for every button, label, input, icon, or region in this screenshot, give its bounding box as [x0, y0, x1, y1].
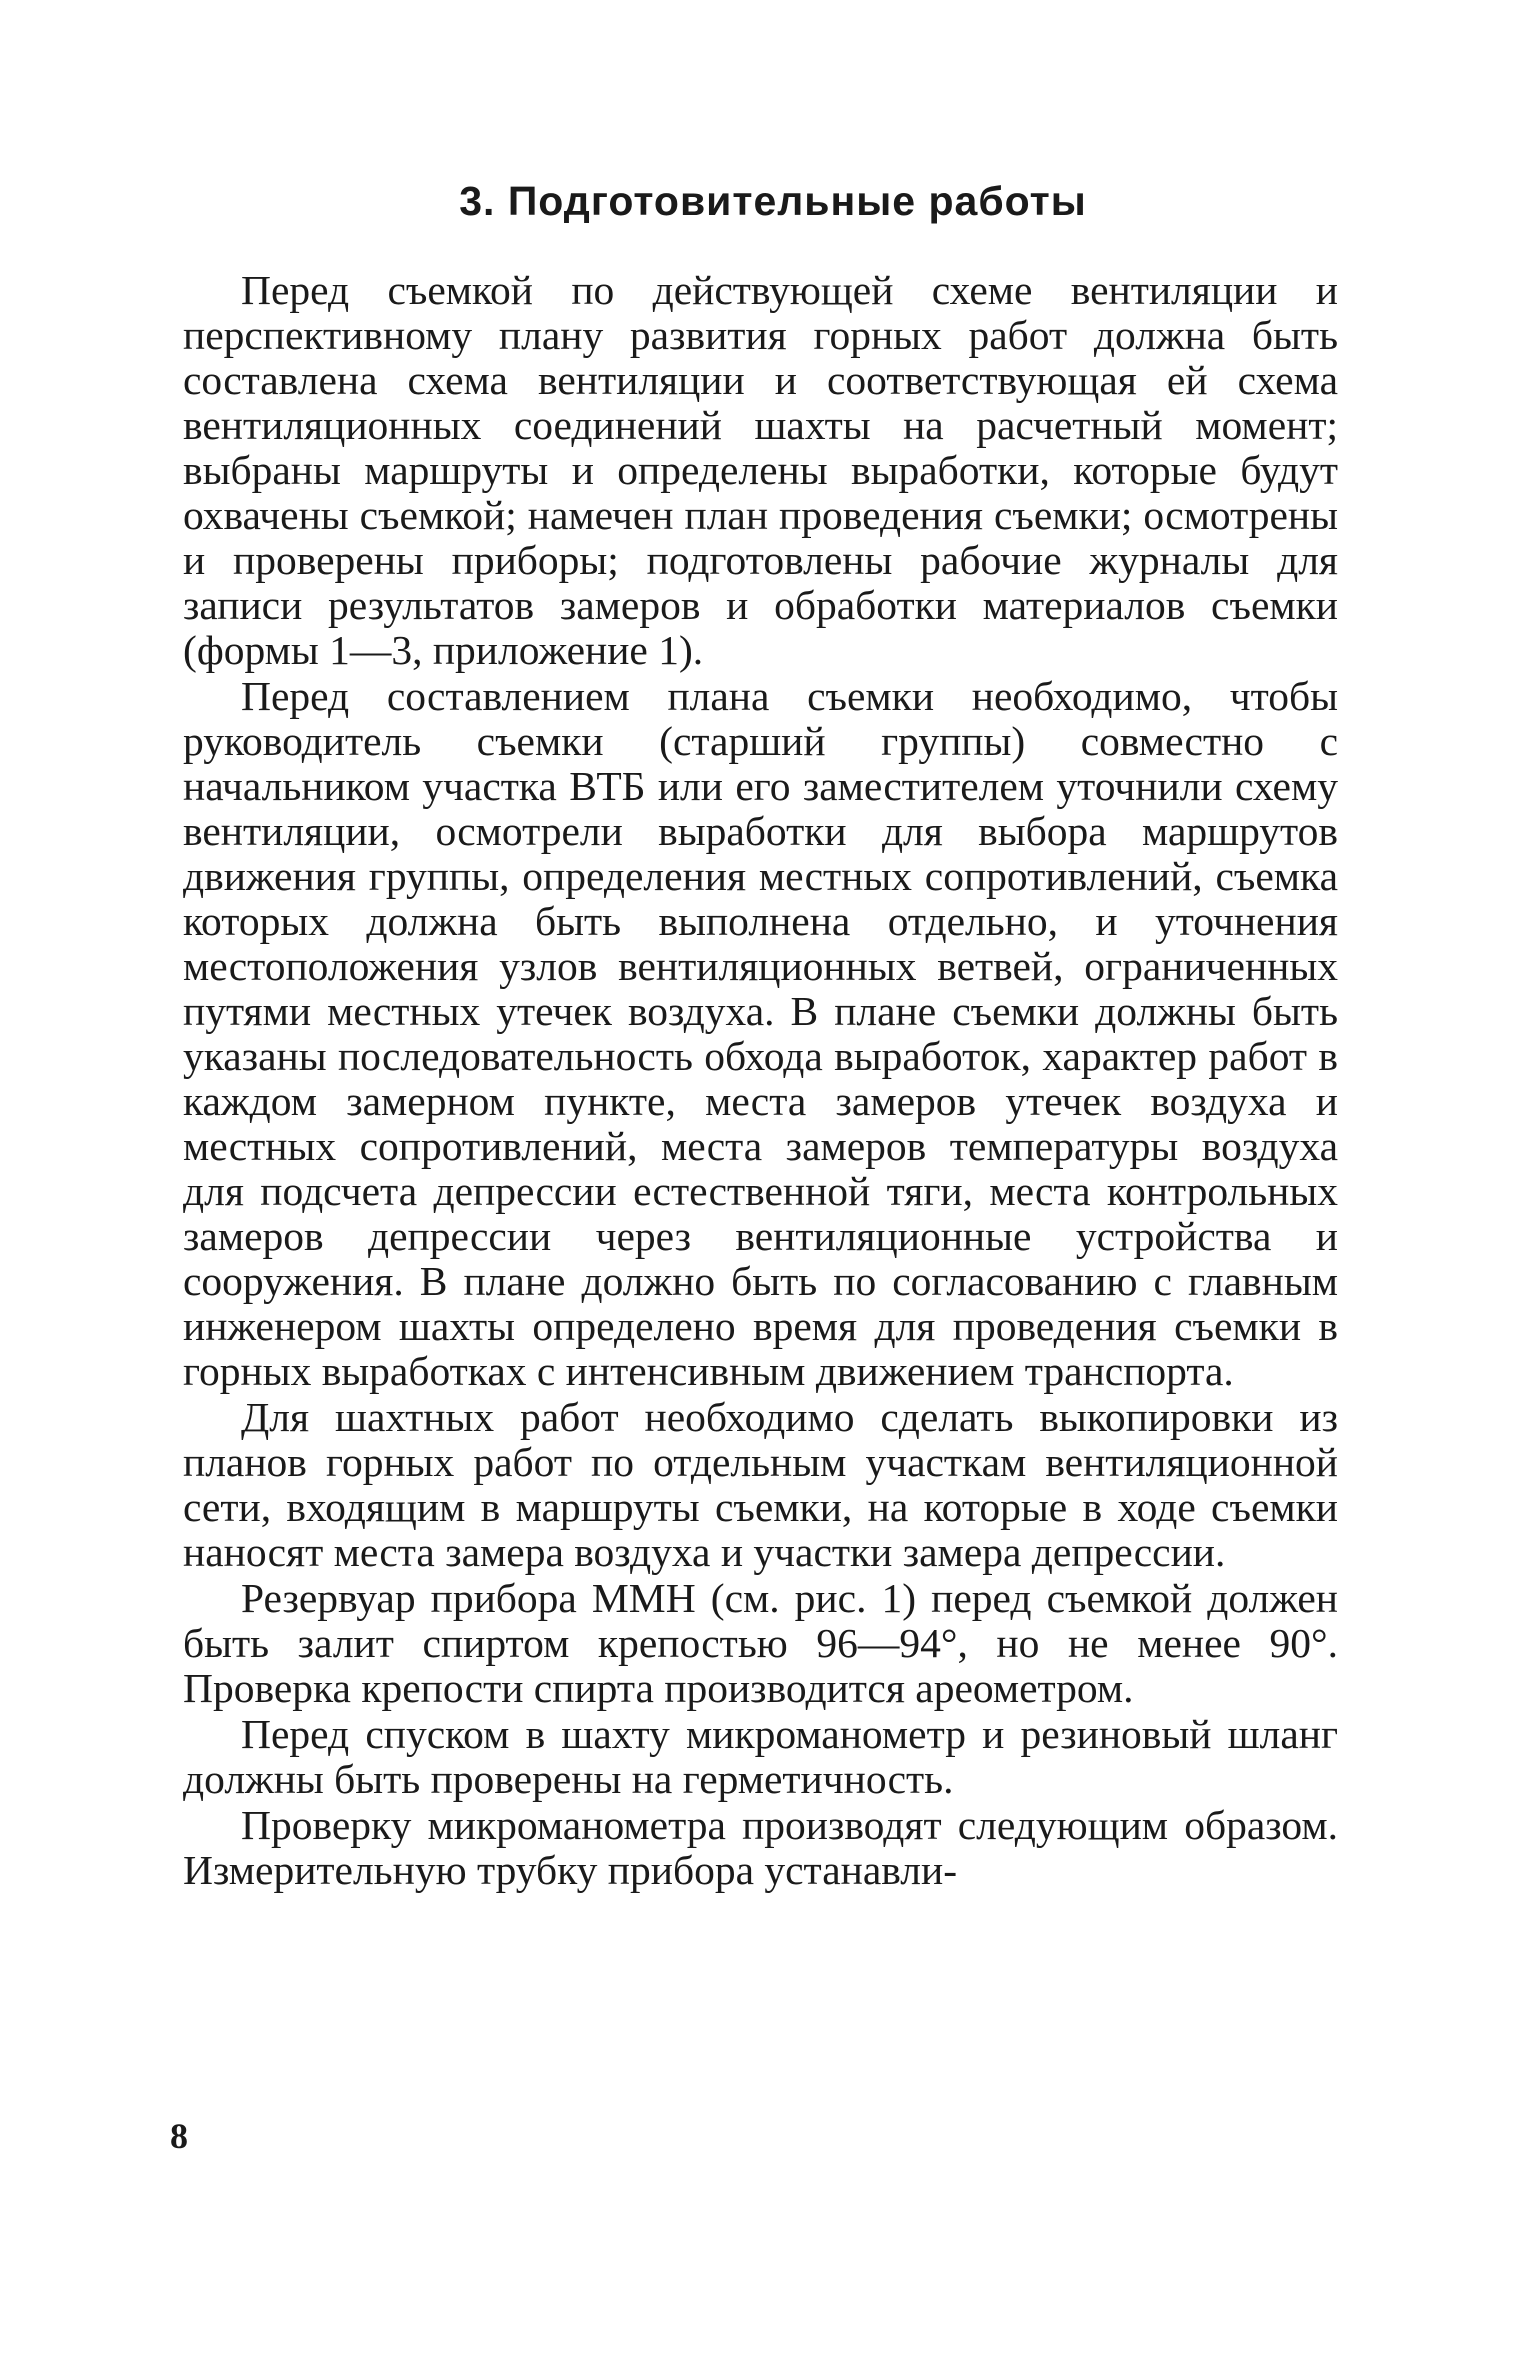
paragraph: Проверку микроманометра производят следующим образом. Измерительную трубку прибора устанавли-: [183, 1802, 1338, 1893]
section-heading: 3. Подготовительные работы: [459, 178, 1087, 224]
paragraph: Перед съемкой по действующей схеме вентиляции и перспективному плану развития горных работ должна быть составлена схема вентиляции и соответствующая ей схема вентиляционных соединений шахты на расчетный момент; выбраны маршруты и определены выработки, которые будут охвачены съемкой; намечен план проведения съемки; осмотрены и проверены приборы; подготовлены рабочие журналы для записи результатов замеров и обработки материалов съемки (формы 1—3, приложение 1).: [183, 267, 1338, 673]
paragraph: Перед составлением плана съемки необходимо, чтобы руководитель съемки (старший группы) совместно с начальником участка ВТБ или его заместителем уточнили схему вентиляции, осмотрели выработки для выбора маршрутов движения группы, определения местных сопротивлений, съемка которых должна быть выполнена отдельно, и уточнения местоположения узлов вентиляционных ветвей, ограниченных путями местных утечек воздуха. В плане съемки должны быть указаны последовательность обхода выработок, характер работ в каждом замерном пункте, места замеров утечек воздуха и местных сопротивлений, места замеров температуры воздуха для подсчета депрессии естественной тяги, места контрольных замеров депрессии через вентиляционные устройства и сооружения. В плане должно быть по согласованию с главным инженером шахты определено время для проведения съемки в горных выработках с интенсивным движением транспорта.: [183, 673, 1338, 1394]
body-text: [183, 268, 1338, 1894]
paragraph: Резервуар прибора ММН (см. рис. 1) перед съемкой должен быть залит спиртом крепостью 96—94°, но не менее 90°. Проверка крепости спирта производится ареометром.: [183, 1575, 1338, 1711]
paragraph: Перед спуском в шахту микроманометр и резиновый шланг должны быть проверены на герметичность.: [183, 1711, 1338, 1802]
paragraph: Для шахтных работ необходимо сделать выкопировки из планов горных работ по отдельным участкам вентиляционной сети, входящим в маршруты съемки, на которые в ходе съемки наносят места замера воздуха и участки замера депрессии.: [183, 1394, 1338, 1575]
page-number: 8: [170, 2116, 188, 2156]
